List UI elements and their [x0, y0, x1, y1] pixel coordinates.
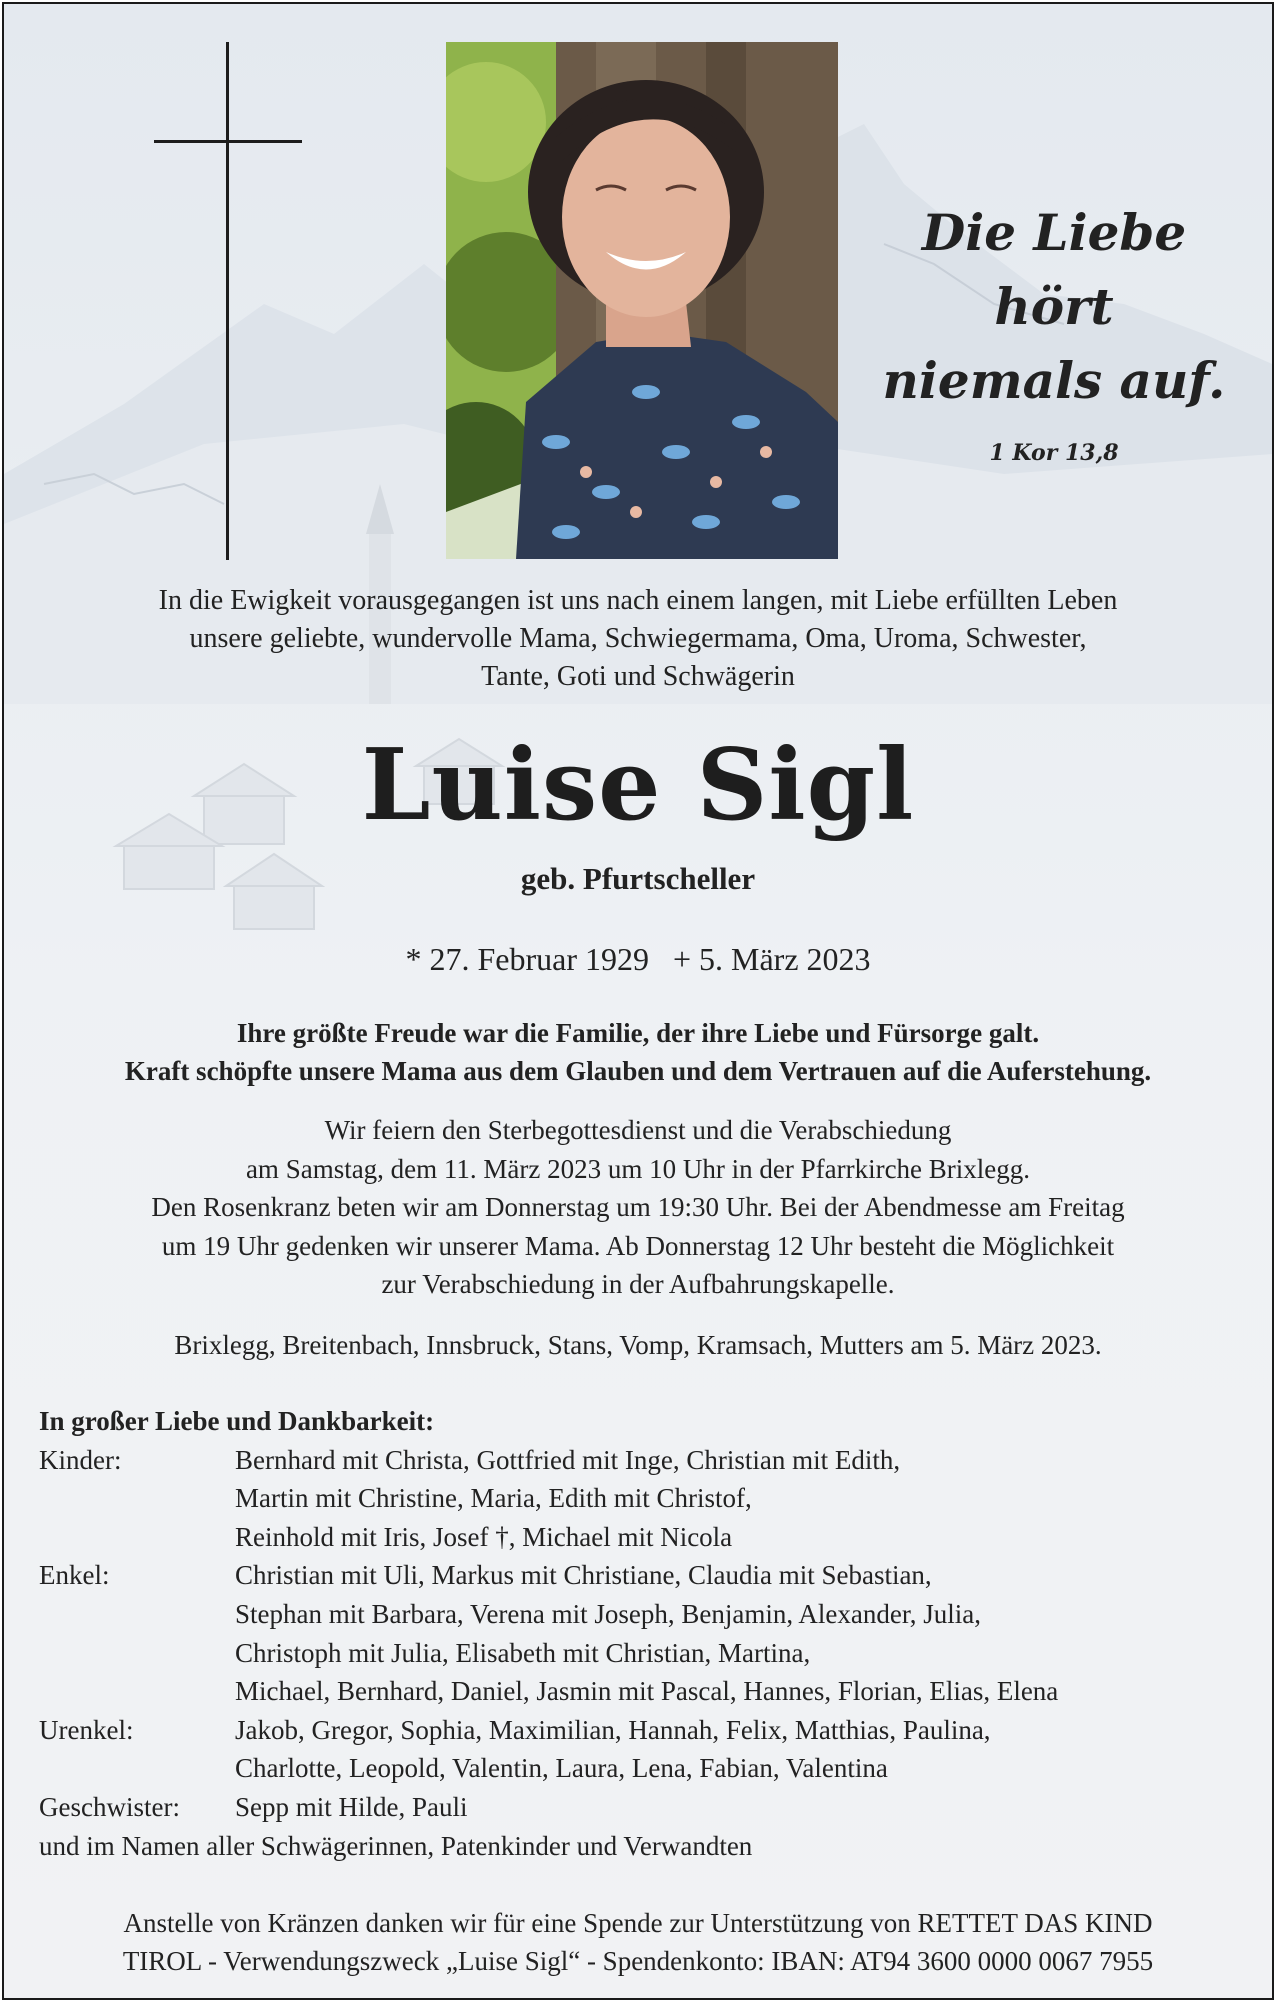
- donation-note: [34, 1904, 1242, 1980]
- intro-text: [34, 582, 1242, 696]
- family-closing: und im Namen aller Schwägerinnen, Patenkinder und Verwandten: [39, 1830, 753, 1861]
- family-line: Charlotte, Leopold, Valentin, Laura, Lena, Fabian, Valentina: [235, 1753, 888, 1784]
- family-line: Michael, Bernhard, Daniel, Jasmin mit Pascal, Hannes, Florian, Elias, Elena: [235, 1676, 1059, 1707]
- family-line: Jakob, Gregor, Sophia, Maximilian, Hannah, Felix, Matthias, Paulina,: [235, 1714, 991, 1745]
- family-group-label: Geschwister:: [39, 1791, 180, 1822]
- quote-line: niemals auf.: [882, 351, 1226, 410]
- deceased-name: Luise Sigl: [361, 728, 915, 843]
- quote-line: hört: [994, 277, 1114, 336]
- family-group-names: [235, 1711, 1249, 1788]
- tribute-text: [34, 1014, 1242, 1090]
- family-line: Martin mit Christine, Maria, Edith mit Christof,: [235, 1483, 752, 1514]
- family-line: Reinhold mit Iris, Josef †, Michael mit Nicola: [235, 1521, 733, 1552]
- tribute-line: Kraft schöpfte unsere Mama aus dem Glauben und dem Vertrauen auf die Auferstehung.: [124, 1056, 1152, 1086]
- quote: [864, 196, 1244, 418]
- birth-date: * 27. Februar 1929: [405, 941, 649, 977]
- maiden-name: geb. Pfurtscheller: [520, 861, 756, 896]
- family-group-label: Kinder:: [39, 1444, 122, 1475]
- family-group-urenkel: [39, 1711, 1249, 1788]
- family-group-geschwister: [39, 1788, 1249, 1827]
- family-group-label: Urenkel:: [39, 1714, 134, 1745]
- service-line: Den Rosenkranz beten wir am Donnerstag um 19:30 Uhr. Bei der Abendmesse am Freitag: [151, 1192, 1125, 1222]
- intro-line: Tante, Goti und Schwägerin: [481, 661, 795, 692]
- family-heading: In großer Liebe und Dankbarkeit:: [39, 1406, 435, 1436]
- service-info: [34, 1111, 1242, 1304]
- family-line: Sepp mit Hilde, Pauli: [235, 1791, 468, 1822]
- places-and-date: Brixlegg, Breitenbach, Innsbruck, Stans, Vomp, Kramsach, Mutters am 5. März 2023.: [174, 1330, 1102, 1360]
- family-group-names: [235, 1441, 1249, 1557]
- service-line: Wir feiern den Sterbegottesdienst und die Verabschiedung: [324, 1115, 952, 1145]
- family-group-kinder: [39, 1441, 1249, 1557]
- life-dates: [34, 940, 1242, 978]
- obituary-page: [2, 2, 1274, 2000]
- family-group-names: [235, 1788, 1249, 1827]
- service-line: am Samstag, dem 11. März 2023 um 10 Uhr in der Pfarrkirche Brixlegg.: [245, 1153, 1031, 1184]
- family-group-enkel: [39, 1556, 1249, 1710]
- family-line: Christian mit Uli, Markus mit Christiane, Claudia mit Sebastian,: [235, 1560, 932, 1591]
- service-line: um 19 Uhr gedenken wir unserer Mama. Ab Donnerstag 12 Uhr besteht die Möglichkeit: [161, 1230, 1115, 1261]
- quote-line: Die Liebe: [921, 203, 1187, 262]
- service-line: zur Verabschiedung in der Aufbahrungskapelle.: [381, 1269, 895, 1299]
- intro-line: unsere geliebte, wundervolle Mama, Schwiegermama, Oma, Uroma, Schwester,: [189, 623, 1087, 654]
- quote-reference: 1 Kor 13,8: [989, 440, 1119, 466]
- cross-vertical-bar: [226, 42, 229, 560]
- family-line: Christoph mit Julia, Elisabeth mit Christian, Martina,: [235, 1637, 811, 1668]
- family-group-names: [235, 1556, 1249, 1710]
- tribute-line: Ihre größte Freude war die Familie, der ihre Liebe und Fürsorge galt.: [236, 1018, 1040, 1048]
- family-line: Stephan mit Barbara, Verena mit Joseph, Benjamin, Alexander, Julia,: [235, 1598, 981, 1629]
- intro-line: In die Ewigkeit vorausgegangen ist uns nach einem langen, mit Liebe erfüllten Leben: [158, 585, 1118, 616]
- death-date: + 5. März 2023: [672, 941, 871, 977]
- cross-horizontal-bar: [154, 140, 302, 143]
- family-group-label: Enkel:: [39, 1560, 110, 1591]
- donation-line: Anstelle von Kränzen danken wir für eine Spende zur Unterstützung von RETTET DAS KIND: [123, 1908, 1153, 1938]
- portrait-photo: [446, 42, 838, 559]
- family-line: Bernhard mit Christa, Gottfried mit Inge, Christian mit Edith,: [235, 1444, 901, 1475]
- donation-line: TIROL - Verwendungszweck „Luise Sigl“ - Spendenkonto: IBAN: AT94 3600 0000 0067 7955: [122, 1946, 1154, 1976]
- family-list: [39, 1402, 1249, 1865]
